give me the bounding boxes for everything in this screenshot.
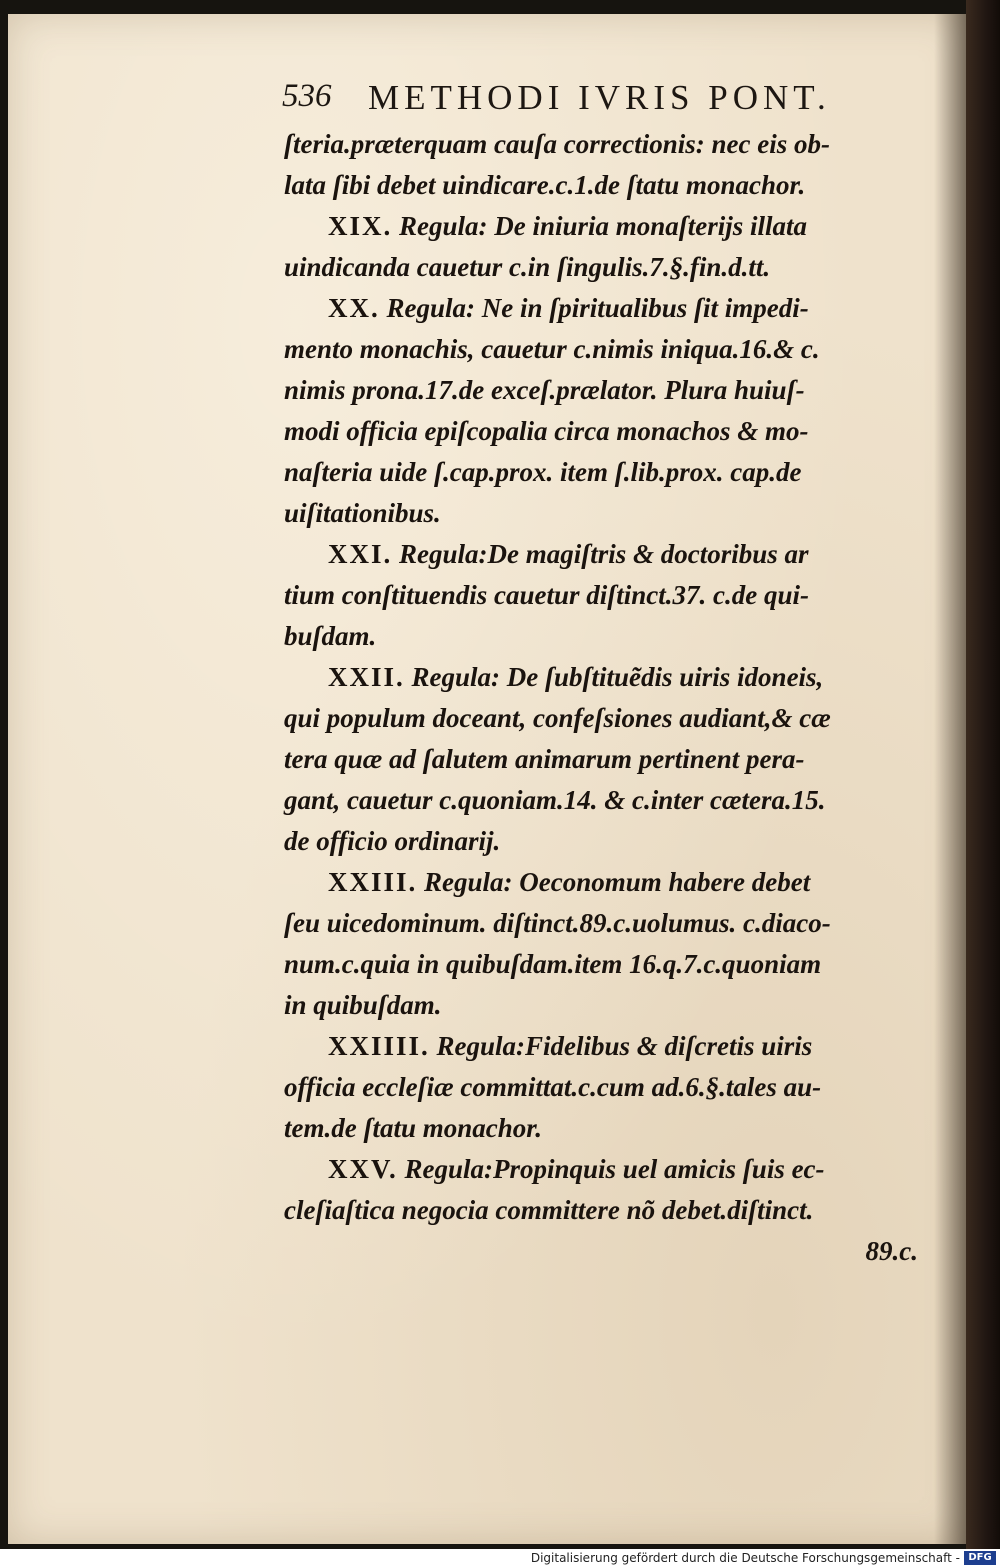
text-line bbox=[284, 411, 924, 452]
page-gutter-shadow bbox=[934, 14, 966, 1544]
line-text: tera quæ ad ſalutem animarum pertinent pera- bbox=[284, 744, 805, 774]
text-line bbox=[284, 698, 924, 739]
footer-bar bbox=[0, 1549, 1000, 1568]
text-line bbox=[284, 862, 924, 903]
line-text: Regula:Fidelibus & diſcretis uiris bbox=[436, 1031, 813, 1061]
line-text: gant, cauetur c.quoniam.14. & c.inter cætera.15. bbox=[284, 785, 826, 815]
line-text: num.c.quia in quibuſdam.item 16.q.7.c.quoniam bbox=[284, 949, 822, 979]
text-line bbox=[284, 288, 924, 329]
text-line bbox=[284, 903, 924, 944]
rule-numeral: XXI. bbox=[328, 539, 393, 569]
text-line bbox=[284, 821, 924, 862]
rule-numeral: XX. bbox=[328, 293, 380, 323]
line-text: nimis prona.17.de exceſ.prælator. Plura huiuſ- bbox=[284, 375, 805, 405]
body-text bbox=[284, 124, 924, 1272]
line-text: tium conſtituendis cauetur diſtinct.37. c.de qui- bbox=[284, 580, 810, 610]
rule-numeral: XXV. bbox=[328, 1154, 398, 1184]
text-line bbox=[284, 1108, 924, 1149]
text-line bbox=[284, 1190, 924, 1231]
text-line bbox=[284, 739, 924, 780]
line-text: cleſiaſtica negocia committere nõ debet.diſtinct. bbox=[284, 1195, 814, 1225]
text-line bbox=[284, 1026, 924, 1067]
text-line bbox=[284, 534, 924, 575]
rule-numeral: XIX. bbox=[328, 211, 393, 241]
line-text: ſeu uicedominum. diſtinct.89.c.uolumus. c.diaco- bbox=[284, 908, 831, 938]
text-line bbox=[284, 206, 924, 247]
dfg-logo: DFG bbox=[964, 1551, 996, 1565]
line-text: Regula: De iniuria monaſterijs illata bbox=[399, 211, 808, 241]
line-text: modi officia epiſcopalia circa monachos & mo- bbox=[284, 416, 809, 446]
line-text: Regula:De magiſtris & doctoribus ar bbox=[399, 539, 809, 569]
line-text: uindicanda cauetur c.in ſingulis.7.§.fin.d.tt. bbox=[284, 252, 771, 282]
text-line bbox=[284, 985, 924, 1026]
rule-numeral: XXII. bbox=[328, 662, 405, 692]
rule-numeral: XXIIII. bbox=[328, 1031, 430, 1061]
text-line bbox=[284, 165, 924, 206]
text-line bbox=[284, 944, 924, 985]
line-text: tem.de ſtatu monachor. bbox=[284, 1113, 543, 1143]
text-line bbox=[284, 575, 924, 616]
text-line bbox=[284, 1149, 924, 1190]
text-line bbox=[284, 370, 924, 411]
line-text: naſteria uide ſ.cap.prox. item ſ.lib.prox. cap.de bbox=[284, 457, 802, 487]
text-line bbox=[284, 616, 924, 657]
line-text: lata ſibi debet uindicare.c.1.de ſtatu monachor. bbox=[284, 170, 806, 200]
text-line bbox=[284, 493, 924, 534]
line-text: qui populum doceant, confeſsiones audiant,& cæ bbox=[284, 703, 831, 733]
text-line bbox=[284, 247, 924, 288]
line-text: Regula: Oeconomum habere debet bbox=[424, 867, 811, 897]
line-text: in quibuſdam. bbox=[284, 990, 442, 1020]
text-line bbox=[284, 329, 924, 370]
book-binding bbox=[966, 0, 1000, 1568]
catchword: 89.c. bbox=[865, 1236, 918, 1266]
text-line bbox=[284, 780, 924, 821]
running-title: METHODI IVRIS PONT. bbox=[368, 78, 831, 117]
line-text: Regula: Ne in ſpiritualibus ſit impedi- bbox=[386, 293, 809, 323]
line-text: Regula: De ſubſtituẽdis uiris idoneis, bbox=[411, 662, 824, 692]
line-text: officia eccleſiæ committat.c.cum ad.6.§.tales au- bbox=[284, 1072, 822, 1102]
text-line bbox=[284, 452, 924, 493]
page-number: 536 bbox=[282, 78, 332, 114]
text-line bbox=[284, 124, 924, 165]
line-text: buſdam. bbox=[284, 621, 377, 651]
page-header bbox=[282, 78, 862, 128]
funding-notice: Digitalisierung gefördert durch die Deutsche Forschungsgemeinschaft - bbox=[530, 1551, 960, 1565]
line-text: de officio ordinarij. bbox=[284, 826, 501, 856]
line-text: ſteria.præterquam cauſa correctionis: nec eis ob- bbox=[284, 129, 830, 159]
rule-numeral: XXIII. bbox=[328, 867, 418, 897]
line-text: Regula:Propinquis uel amicis ſuis ec- bbox=[404, 1154, 825, 1184]
line-text: uiſitationibus. bbox=[284, 498, 441, 528]
text-line bbox=[284, 1067, 924, 1108]
text-line bbox=[284, 657, 924, 698]
line-text: mento monachis, cauetur c.nimis iniqua.16.& c. bbox=[284, 334, 820, 364]
